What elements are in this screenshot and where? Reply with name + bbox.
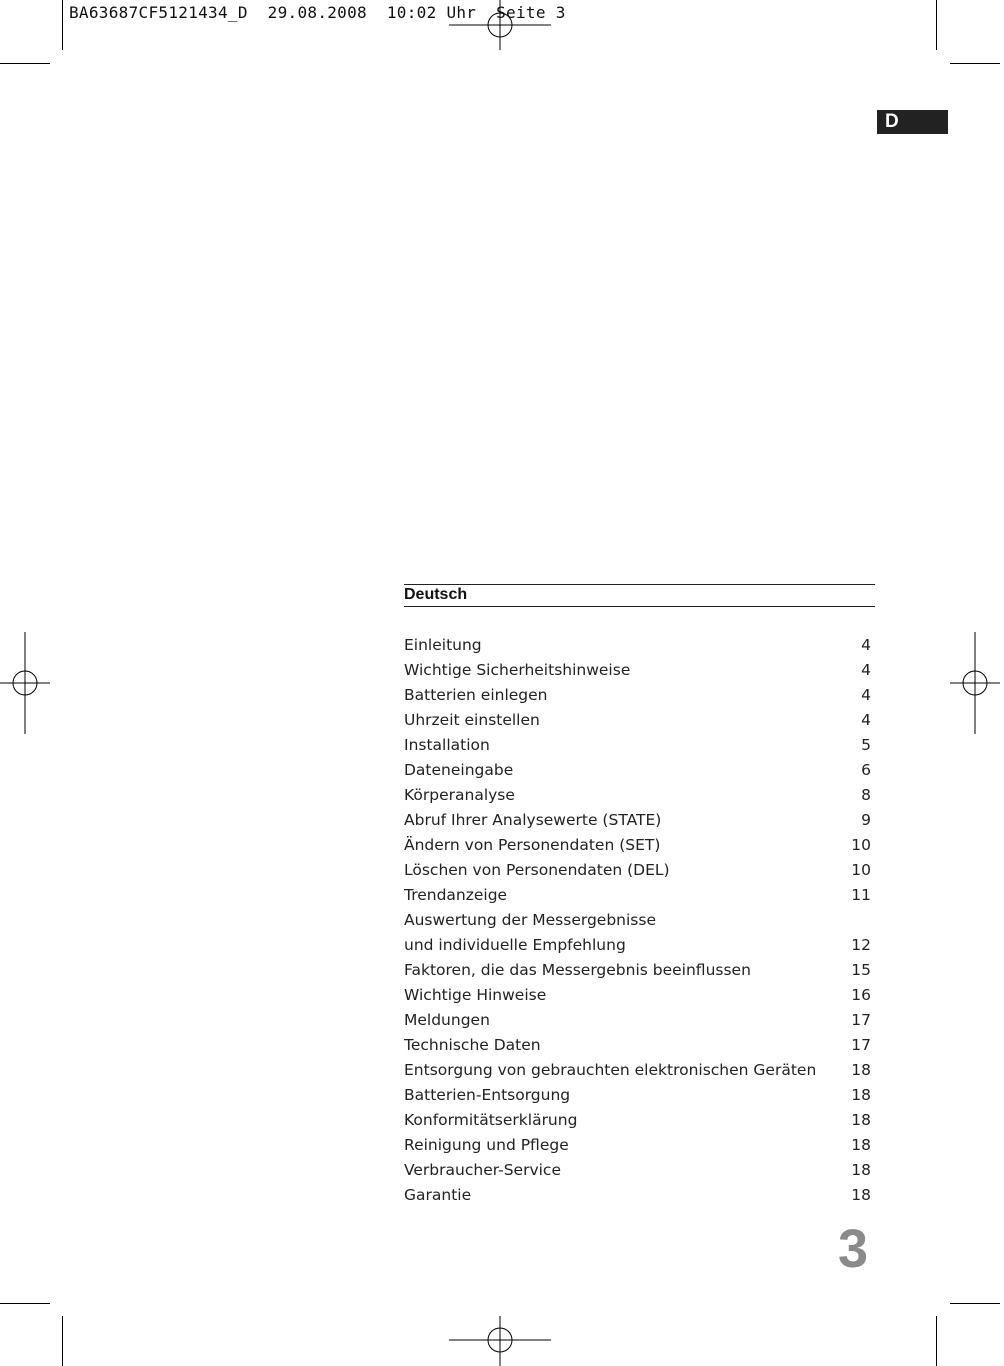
toc-entry — [404, 1058, 871, 1083]
section-title: Deutsch — [404, 586, 468, 603]
registration-mark-left — [0, 632, 50, 734]
toc-entry-title: Löschen von Personendaten (DEL) — [404, 861, 670, 879]
toc-entry-title: Körperanalyse — [404, 786, 515, 804]
toc-entry-title: und individuelle Empfehlung — [404, 936, 626, 954]
page-number: 3 — [838, 1219, 869, 1279]
toc-entry — [404, 1033, 871, 1058]
table-of-contents — [404, 633, 871, 1208]
toc-entry-page: 18 — [851, 1136, 871, 1154]
toc-entry — [404, 1183, 871, 1208]
toc-entry-page: 11 — [851, 886, 871, 904]
toc-entry-title: Ändern von Personendaten (SET) — [404, 836, 661, 854]
toc-entry-title: Konformitätserklärung — [404, 1111, 578, 1129]
toc-entry-page: 18 — [851, 1061, 871, 1079]
toc-entry-page: 4 — [861, 686, 871, 704]
toc-entry — [404, 883, 871, 908]
toc-entry-title: Entsorgung von gebrauchten elektronischen Geräten — [404, 1061, 817, 1079]
toc-entry-title: Installation — [404, 736, 490, 754]
toc-entry-title: Technische Daten — [404, 1036, 541, 1054]
toc-entry-page: 4 — [861, 636, 871, 654]
toc-entry — [404, 633, 871, 658]
toc-entry-title: Faktoren, die das Messergebnis beeinflussen — [404, 961, 751, 979]
toc-entry-title: Dateneingabe — [404, 761, 514, 779]
toc-entry-title: Uhrzeit einstellen — [404, 711, 540, 729]
toc-entry — [404, 933, 871, 958]
toc-entry — [404, 783, 871, 808]
toc-entry-page: 17 — [851, 1036, 871, 1054]
toc-entry — [404, 683, 871, 708]
toc-entry-page: 5 — [861, 736, 871, 754]
toc-entry-page: 9 — [861, 811, 871, 829]
toc-entry-title: Garantie — [404, 1186, 472, 1204]
toc-entry — [404, 758, 871, 783]
toc-entry — [404, 983, 871, 1008]
toc-entry-page: 12 — [851, 936, 871, 954]
toc-entry — [404, 1108, 871, 1133]
section-rule-top — [404, 584, 875, 585]
toc-entry-title: Wichtige Hinweise — [404, 986, 547, 1004]
toc-entry — [404, 658, 871, 683]
toc-entry-page: 6 — [861, 761, 871, 779]
toc-entry-page: 18 — [851, 1111, 871, 1129]
toc-entry — [404, 808, 871, 833]
toc-entry-title: Batterien-Entsorgung — [404, 1086, 571, 1104]
crop-mark-bottom-left-v — [62, 1316, 63, 1366]
toc-entry-page: 17 — [851, 1011, 871, 1029]
toc-entry-page: 10 — [851, 861, 871, 879]
toc-entry — [404, 833, 871, 858]
crop-mark-top-left-h — [0, 63, 50, 64]
toc-entry-title: Einleitung — [404, 636, 482, 654]
toc-entry — [404, 1158, 871, 1183]
crop-mark-top-right-h — [950, 63, 1000, 64]
crop-mark-top-right-v — [936, 0, 937, 50]
registration-mark-right — [950, 632, 1000, 734]
section-rule-bottom — [404, 606, 875, 607]
toc-entry — [404, 958, 871, 983]
registration-mark-top — [449, 0, 551, 50]
toc-entry-page: 4 — [861, 661, 871, 679]
toc-entry — [404, 708, 871, 733]
crop-mark-bottom-right-h — [950, 1303, 1000, 1304]
toc-entry-page: 18 — [851, 1161, 871, 1179]
toc-entry-title: Auswertung der Messergebnisse — [404, 911, 656, 929]
toc-entry — [404, 1008, 871, 1033]
toc-entry — [404, 733, 871, 758]
toc-entry-page: 18 — [851, 1186, 871, 1204]
toc-entry — [404, 1133, 871, 1158]
toc-entry-title: Abruf Ihrer Analysewerte (STATE) — [404, 811, 662, 829]
toc-entry — [404, 1083, 871, 1108]
crop-mark-bottom-left-h — [0, 1303, 50, 1304]
toc-entry-title: Reinigung und Pflege — [404, 1136, 569, 1154]
toc-entry-title: Batterien einlegen — [404, 686, 548, 704]
toc-entry-title: Wichtige Sicherheitshinweise — [404, 661, 631, 679]
crop-mark-bottom-right-v — [936, 1316, 937, 1366]
toc-entry-page: 18 — [851, 1086, 871, 1104]
toc-entry-title: Trendanzeige — [404, 886, 508, 904]
toc-entry — [404, 858, 871, 883]
toc-entry-title: Verbraucher-Service — [404, 1161, 561, 1179]
registration-mark-bottom — [449, 1316, 551, 1366]
toc-entry-page: 8 — [861, 786, 871, 804]
toc-entry-page: 4 — [861, 711, 871, 729]
toc-entry-title: Meldungen — [404, 1011, 490, 1029]
toc-entry-page: 15 — [851, 961, 871, 979]
toc-entry — [404, 908, 871, 933]
print-slug: BA63687CF5121434_D 29.08.2008 10:02 Uhr Seite 3 — [69, 3, 566, 22]
toc-entry-page: 16 — [851, 986, 871, 1004]
language-tab: D — [877, 110, 948, 134]
crop-mark-top-left-v — [62, 0, 63, 50]
toc-entry-page: 10 — [851, 836, 871, 854]
